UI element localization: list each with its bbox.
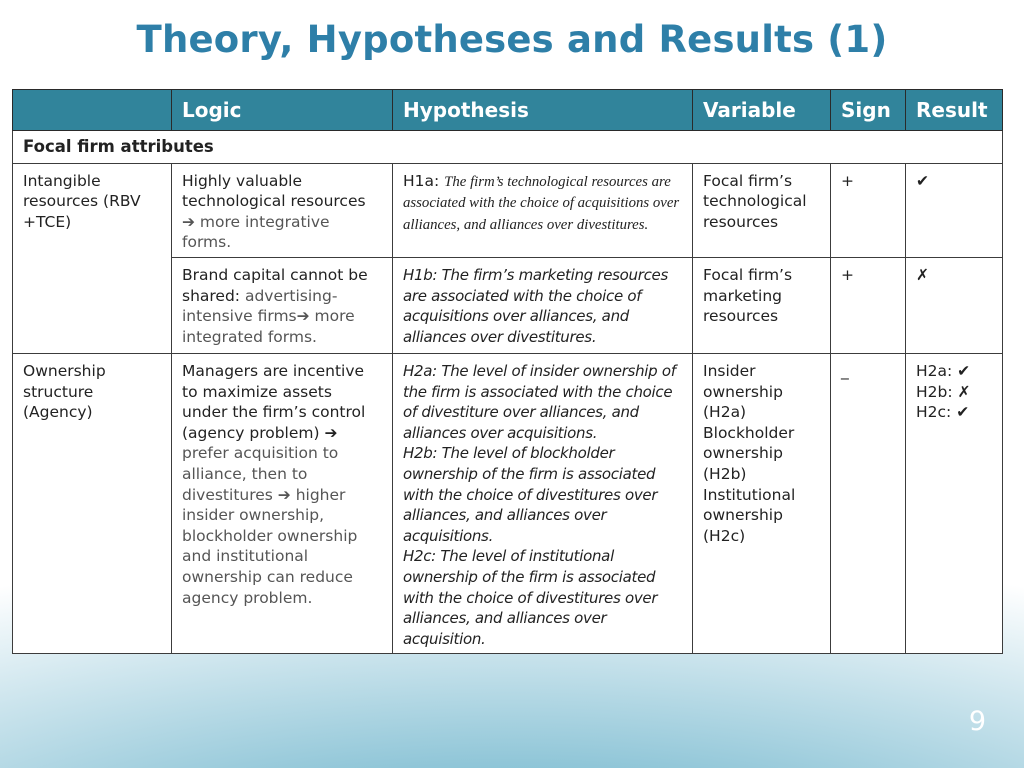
table-header-row [13, 90, 1003, 131]
logic-secondary-text: advertising-intensive firms➔ more integrated forms. [182, 286, 355, 346]
hypothesis-cell-h1b: H1b: The firm’s marketing resources are associated with the choice of acquisitions over alliances, and alliances over divestitures. [393, 257, 693, 353]
header-result: Result [906, 90, 1003, 131]
result-h2a: H2a: ✔ [916, 361, 971, 380]
logic-main-text: Managers are incentive to maximize assets under the firm’s control (agency problem) ➔ [182, 361, 366, 442]
page-number: 9 [968, 706, 986, 737]
hypothesis-h2b-text: H2b: The level of blockholder ownership of the firm is associated with the choice of divestitures over alliances, and alliances over acquisitions. [403, 444, 658, 545]
result-cell-h1b: ✗ [906, 257, 1003, 353]
header-theory [13, 90, 172, 131]
section-row [13, 131, 1003, 164]
hypothesis-text: The firm’s technological resources are associated with the choice of acquisitions over alliances, and alliances over divestitures. [403, 173, 680, 233]
table-row-h2 [13, 353, 1003, 653]
result-h2b: H2b: ✗ [916, 382, 971, 401]
logic-secondary-text: ➔ more integrative forms. [182, 212, 330, 252]
hypothesis-cell-h1a [393, 163, 693, 257]
header-hypothesis: Hypothesis [393, 90, 693, 131]
result-cell-h2 [906, 353, 1003, 653]
header-variable: Variable [693, 90, 831, 131]
hypothesis-h2a-text: H2a: The level of insider ownership of the firm is associated with the choice of divestiture over alliances, and alliances over acquisitions. [403, 361, 676, 442]
logic-cell-h2 [172, 353, 393, 653]
hypothesis-h2c-text: H2c: The level of institutional ownership of the firm is associated with the choice of divestitures over alliances, and alliances over acquisition. [403, 547, 658, 648]
logic-cell-h1a [172, 163, 393, 257]
logic-secondary-text: prefer acquisition to alliance, then to divestitures ➔ higher insider ownership, blockholder ownership and institutional ownership can reduce agency problem. [182, 444, 358, 607]
header-logic: Logic [172, 90, 393, 131]
header-sign: Sign [831, 90, 906, 131]
sign-cell-h1a: + [831, 163, 906, 257]
slide-title: Theory, Hypotheses and Results (1) [136, 18, 888, 61]
sign-cell-h2: _ [831, 353, 906, 653]
hypotheses-table [12, 89, 1003, 654]
logic-cell-h1b [172, 257, 393, 353]
table-row-h1a [13, 163, 1003, 257]
logic-main-text: Brand capital cannot be shared: [182, 265, 368, 305]
logic-main-text: Highly valuable technological resources [182, 171, 366, 211]
hypothesis-id: H1a: [403, 171, 445, 190]
theory-cell-intangible: Intangible resources (RBV +TCE) [13, 163, 172, 353]
variable-cell-h1a: Focal firm’s technological resources [693, 163, 831, 257]
variable-blockholder: Blockholder ownership (H2b) [703, 423, 795, 483]
hypothesis-cell-h2 [393, 353, 693, 653]
variable-institutional: Institutional ownership (H2c) [703, 485, 796, 545]
variable-insider: Insider ownership (H2a) [703, 361, 783, 422]
result-h2c: H2c: ✔ [916, 403, 970, 422]
variable-cell-h1b: Focal firm’s marketing resources [693, 257, 831, 353]
result-cell-h1a: ✔ [906, 163, 1003, 257]
theory-cell-ownership: Ownership structure (Agency) [13, 353, 172, 653]
section-label: Focal firm attributes [13, 131, 1003, 164]
sign-cell-h1b: + [831, 257, 906, 353]
variable-cell-h2 [693, 353, 831, 653]
